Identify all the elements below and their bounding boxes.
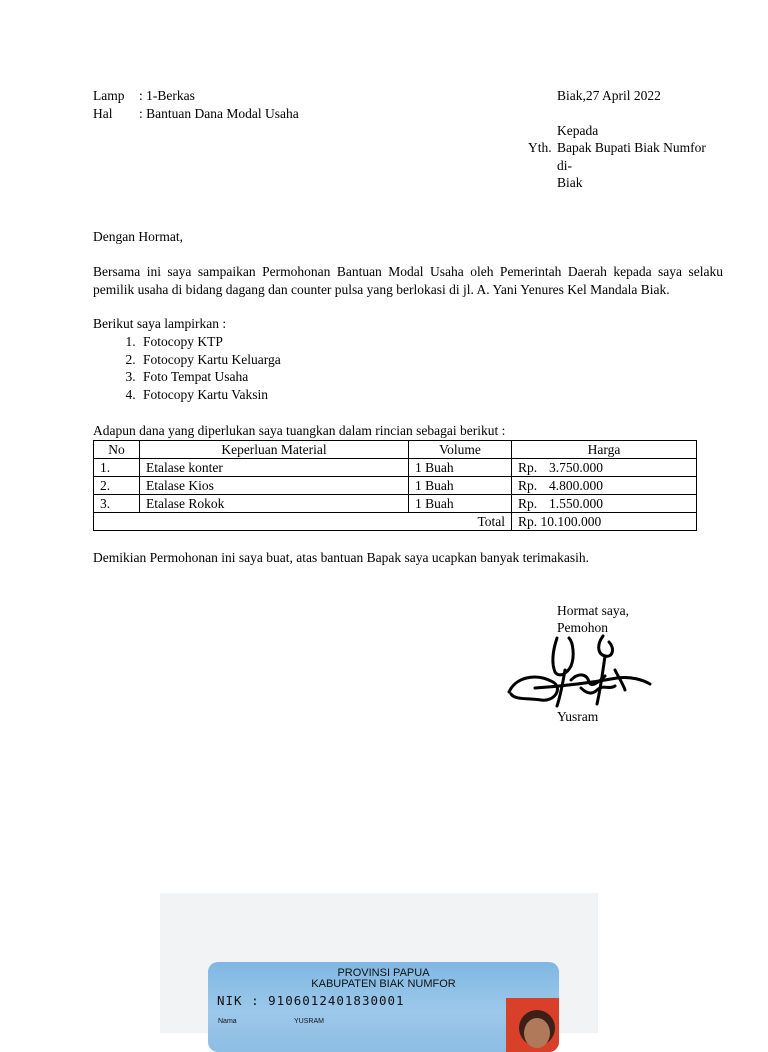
ktp-nama-value: YUSRAM bbox=[294, 1018, 324, 1025]
row-item: Etalase Rokok bbox=[140, 495, 409, 513]
total-value: Rp. 10.100.000 bbox=[512, 513, 697, 531]
ktp-card bbox=[208, 962, 559, 1052]
table-header-row bbox=[94, 441, 697, 459]
row-currency: Rp. bbox=[518, 478, 538, 493]
row-no: 3. bbox=[94, 495, 140, 513]
list-item: 1. Fotocopy KTP bbox=[139, 333, 539, 351]
funding-table bbox=[93, 440, 697, 531]
header-no: No bbox=[94, 441, 140, 459]
ktp-nik-line bbox=[217, 992, 405, 1010]
row-volume: 1 Buah bbox=[409, 477, 512, 495]
row-price: 3.750.000 bbox=[549, 460, 603, 475]
list-item: 4. Fotocopy Kartu Vaksin bbox=[139, 386, 539, 404]
lamp-label: Lamp bbox=[93, 88, 125, 103]
ktp-nama-label: Nama bbox=[218, 1018, 237, 1025]
closing-text: Demikian Permohonan ini saya buat, atas bantuan Bapak saya ucapkan banyak terimakasih. bbox=[93, 550, 589, 565]
total-label: Total bbox=[94, 513, 512, 531]
ktp-nik-value: : 9106012401830001 bbox=[251, 993, 405, 1008]
ktp-photo bbox=[506, 998, 559, 1052]
lamp-line bbox=[93, 87, 299, 105]
table-row bbox=[94, 495, 697, 513]
row-price: 1.550.000 bbox=[549, 496, 603, 511]
row-item: Etalase Kios bbox=[140, 477, 409, 495]
recipient-yth: Yth. bbox=[528, 140, 552, 155]
list-item: 2. Fotocopy Kartu Keluarga bbox=[139, 351, 539, 369]
table-intro: Adapun dana yang diperlukan saya tuangkan dalam rincian sebagai berikut : bbox=[93, 423, 506, 438]
handwritten-signature bbox=[505, 630, 655, 715]
row-item: Etalase konter bbox=[140, 459, 409, 477]
salutation: Dengan Hormat, bbox=[93, 229, 183, 244]
ktp-face bbox=[524, 1018, 550, 1048]
ktp-province: PROVINSI PAPUA bbox=[337, 967, 430, 979]
header-volume: Volume bbox=[409, 441, 512, 459]
hal-label: Hal bbox=[93, 105, 113, 121]
recipient-kepada: Kepada bbox=[557, 123, 599, 138]
row-volume: 1 Buah bbox=[409, 495, 512, 513]
row-no: 1. bbox=[94, 459, 140, 477]
attachments-list bbox=[93, 333, 539, 403]
signature-role: Pemohon bbox=[557, 620, 609, 635]
recipient-name: Bapak Bupati Biak Numfor bbox=[557, 140, 706, 155]
row-price-cell bbox=[512, 459, 697, 477]
header-harga: Harga bbox=[512, 441, 697, 459]
request-paragraph: Bersama ini saya sampaikan Permohonan Bantuan Modal Usaha oleh Pemerintah Daerah kepada saya selaku pemilik usaha di bidang dagang dan counter pulsa yang berlokasi di jl. A. Yani Yenures Kel Mandala Biak. bbox=[93, 264, 723, 297]
recipient-di: di- bbox=[557, 158, 572, 173]
lamp-value: : 1-Berkas bbox=[139, 88, 195, 103]
hal-line bbox=[93, 105, 299, 123]
row-price-cell bbox=[512, 495, 697, 513]
table-total-row bbox=[94, 513, 697, 531]
ktp-image bbox=[160, 893, 598, 1033]
row-price-cell bbox=[512, 477, 697, 495]
recipient-place: Biak bbox=[557, 175, 583, 190]
letter-date: Biak,27 April 2022 bbox=[557, 88, 661, 103]
ktp-regency: KABUPATEN BIAK NUMFOR bbox=[311, 978, 456, 990]
row-price: 4.800.000 bbox=[549, 478, 603, 493]
hal-value: : Bantuan Dana Modal Usaha bbox=[139, 105, 299, 121]
table-row bbox=[94, 459, 697, 477]
ktp-nik-label: NIK bbox=[217, 993, 243, 1008]
list-item: 3. Foto Tempat Usaha bbox=[139, 368, 539, 386]
row-no: 2. bbox=[94, 477, 140, 495]
letter-meta bbox=[93, 87, 299, 122]
header-keperluan: Keperluan Material bbox=[140, 441, 409, 459]
row-currency: Rp. bbox=[518, 460, 538, 475]
attachments-intro: Berikut saya lampirkan : bbox=[93, 316, 227, 331]
row-currency: Rp. bbox=[518, 496, 538, 511]
table-row bbox=[94, 477, 697, 495]
row-volume: 1 Buah bbox=[409, 459, 512, 477]
signature-name: Yusram bbox=[557, 709, 599, 724]
signature-regards: Hormat saya, bbox=[557, 603, 629, 618]
